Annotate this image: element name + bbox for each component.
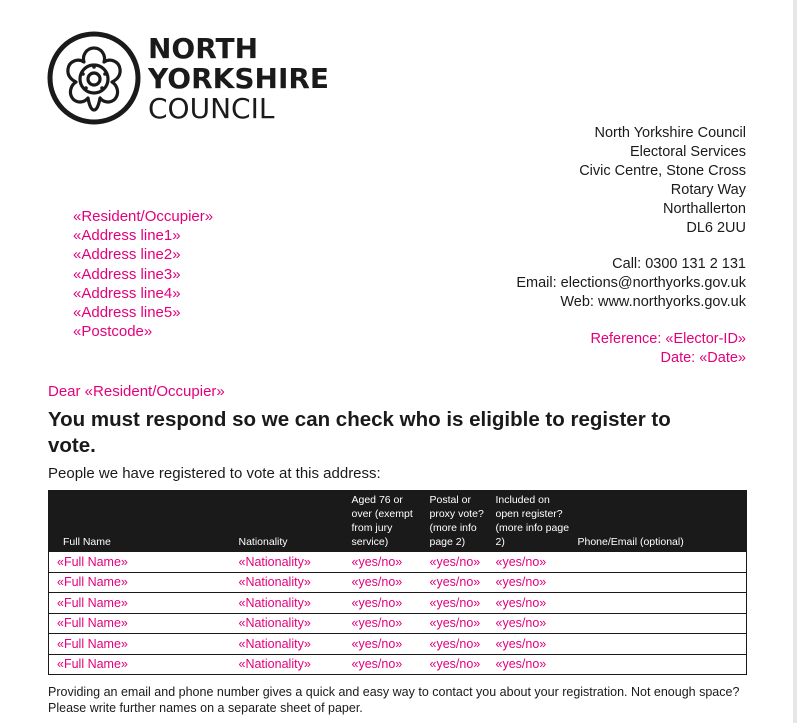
cell-postal-proxy[interactable]: «yes/no»: [427, 552, 493, 572]
cell-phone-email[interactable]: [575, 572, 747, 593]
council-logo: [46, 30, 346, 130]
recipient-line: «Address line4»: [73, 284, 181, 302]
cell-postal-proxy[interactable]: «yes/no»: [427, 572, 493, 593]
logo-line-2: YORKSHIRE: [148, 62, 330, 95]
letter-date: Date: «Date»: [660, 350, 746, 366]
cell-nationality[interactable]: «Nationality»: [236, 634, 349, 655]
cell-full-name[interactable]: «Full Name»: [57, 657, 128, 672]
recipient-line: «Address line5»: [73, 304, 181, 322]
cell-aged-76[interactable]: «yes/no»: [349, 572, 427, 593]
salutation: Dear «Resident/Occupier»: [48, 383, 225, 400]
cell-nationality[interactable]: «Nationality»: [236, 572, 349, 593]
recipient-line: «Postcode»: [73, 323, 153, 341]
cell-full-name[interactable]: «Full Name»: [49, 572, 236, 593]
cell-postal-proxy[interactable]: «yes/no»: [427, 613, 493, 634]
contact-details: [516, 255, 746, 312]
table-row: [49, 572, 747, 593]
cell-phone-email[interactable]: [575, 552, 747, 572]
table-row: [49, 634, 747, 655]
cell-full-name[interactable]: «Full Name»: [49, 613, 236, 634]
rose-icon: [46, 30, 142, 126]
recipient-line: «Address line1»: [73, 227, 181, 245]
cell-phone-email[interactable]: [575, 634, 747, 655]
registered-voters-table: [48, 490, 747, 675]
recipient-line: «Resident/Occupier»: [73, 208, 214, 225]
contact-phone: Call: 0300 131 2 131: [612, 256, 746, 272]
cell-postal-proxy[interactable]: «yes/no»: [427, 634, 493, 655]
intro-text: People we have registered to vote at this address:: [48, 465, 381, 482]
table-row: [49, 552, 747, 572]
contact-email: Email: elections@northyorks.gov.uk: [516, 275, 746, 291]
address-line: Rotary Way: [670, 181, 746, 198]
header-phone-email: Phone/Email (optional): [575, 491, 747, 553]
address-line: DL6 2UU: [686, 219, 746, 236]
cell-full-name[interactable]: «Full Name»: [49, 552, 236, 572]
recipient-line: «Address line3»: [73, 265, 181, 283]
reference: Reference: «Elector-ID»: [590, 331, 746, 347]
header-aged-76: Aged 76 or over (exempt from jury service): [349, 491, 427, 553]
cell-open-register[interactable]: «yes/no»: [493, 613, 575, 634]
table-row: [49, 613, 747, 634]
address-line: North Yorkshire Council: [594, 125, 746, 141]
logo-wordmark: [148, 34, 329, 124]
cell-aged-76[interactable]: «yes/no»: [349, 552, 427, 572]
logo-line-1: NORTH: [148, 32, 259, 65]
page-edge: [793, 0, 797, 723]
cell-aged-76[interactable]: «yes/no»: [349, 634, 427, 655]
cell-open-register[interactable]: «yes/no»: [493, 593, 575, 614]
recipient-address: [73, 207, 213, 341]
header-full-name: Full Name: [49, 491, 236, 553]
table-row: [49, 593, 747, 614]
cell-open-register[interactable]: «yes/no»: [493, 552, 575, 572]
cell-full-name[interactable]: «Full Name»: [49, 593, 236, 614]
cell-phone-email[interactable]: [575, 593, 747, 614]
cell-nationality[interactable]: «Nationality»: [236, 613, 349, 634]
table-header-row: [49, 491, 747, 553]
cell-open-register[interactable]: «yes/no»: [495, 657, 547, 672]
address-line: Northallerton: [662, 200, 746, 217]
cell-open-register[interactable]: «yes/no»: [493, 572, 575, 593]
reference-block: [590, 330, 746, 368]
cell-nationality[interactable]: «Nationality»: [238, 657, 311, 672]
cell-full-name[interactable]: «Full Name»: [49, 634, 236, 655]
headline: You must respond so we can check who is eligible to register to vote.: [48, 408, 671, 457]
recipient-line: «Address line2»: [73, 246, 181, 264]
address-line: Civic Centre, Stone Cross: [579, 162, 746, 179]
cell-postal-proxy[interactable]: «yes/no»: [429, 657, 481, 672]
footnote: Providing an email and phone number gives a quick and easy way to contact you about your registration. Not enough space? Please write further names on a separate sheet of paper.: [48, 685, 740, 715]
council-address: [579, 124, 746, 237]
cell-aged-76[interactable]: «yes/no»: [351, 657, 403, 672]
cell-phone-email[interactable]: [575, 613, 747, 634]
table-row: [49, 654, 747, 675]
cell-nationality[interactable]: «Nationality»: [236, 593, 349, 614]
header-nationality: Nationality: [236, 491, 349, 553]
cell-postal-proxy[interactable]: «yes/no»: [427, 593, 493, 614]
cell-open-register[interactable]: «yes/no»: [493, 634, 575, 655]
header-postal-proxy: Postal or proxy vote? (more info page 2): [427, 491, 493, 553]
cell-nationality[interactable]: «Nationality»: [236, 552, 349, 572]
contact-web: Web: www.northyorks.gov.uk: [560, 294, 746, 310]
cell-phone-email[interactable]: [575, 654, 747, 675]
logo-line-3: COUNCIL: [148, 92, 275, 125]
cell-aged-76[interactable]: «yes/no»: [349, 613, 427, 634]
address-line: Electoral Services: [629, 143, 746, 160]
header-open-register: Included on open register? (more info page 2): [493, 491, 575, 553]
cell-aged-76[interactable]: «yes/no»: [349, 593, 427, 614]
